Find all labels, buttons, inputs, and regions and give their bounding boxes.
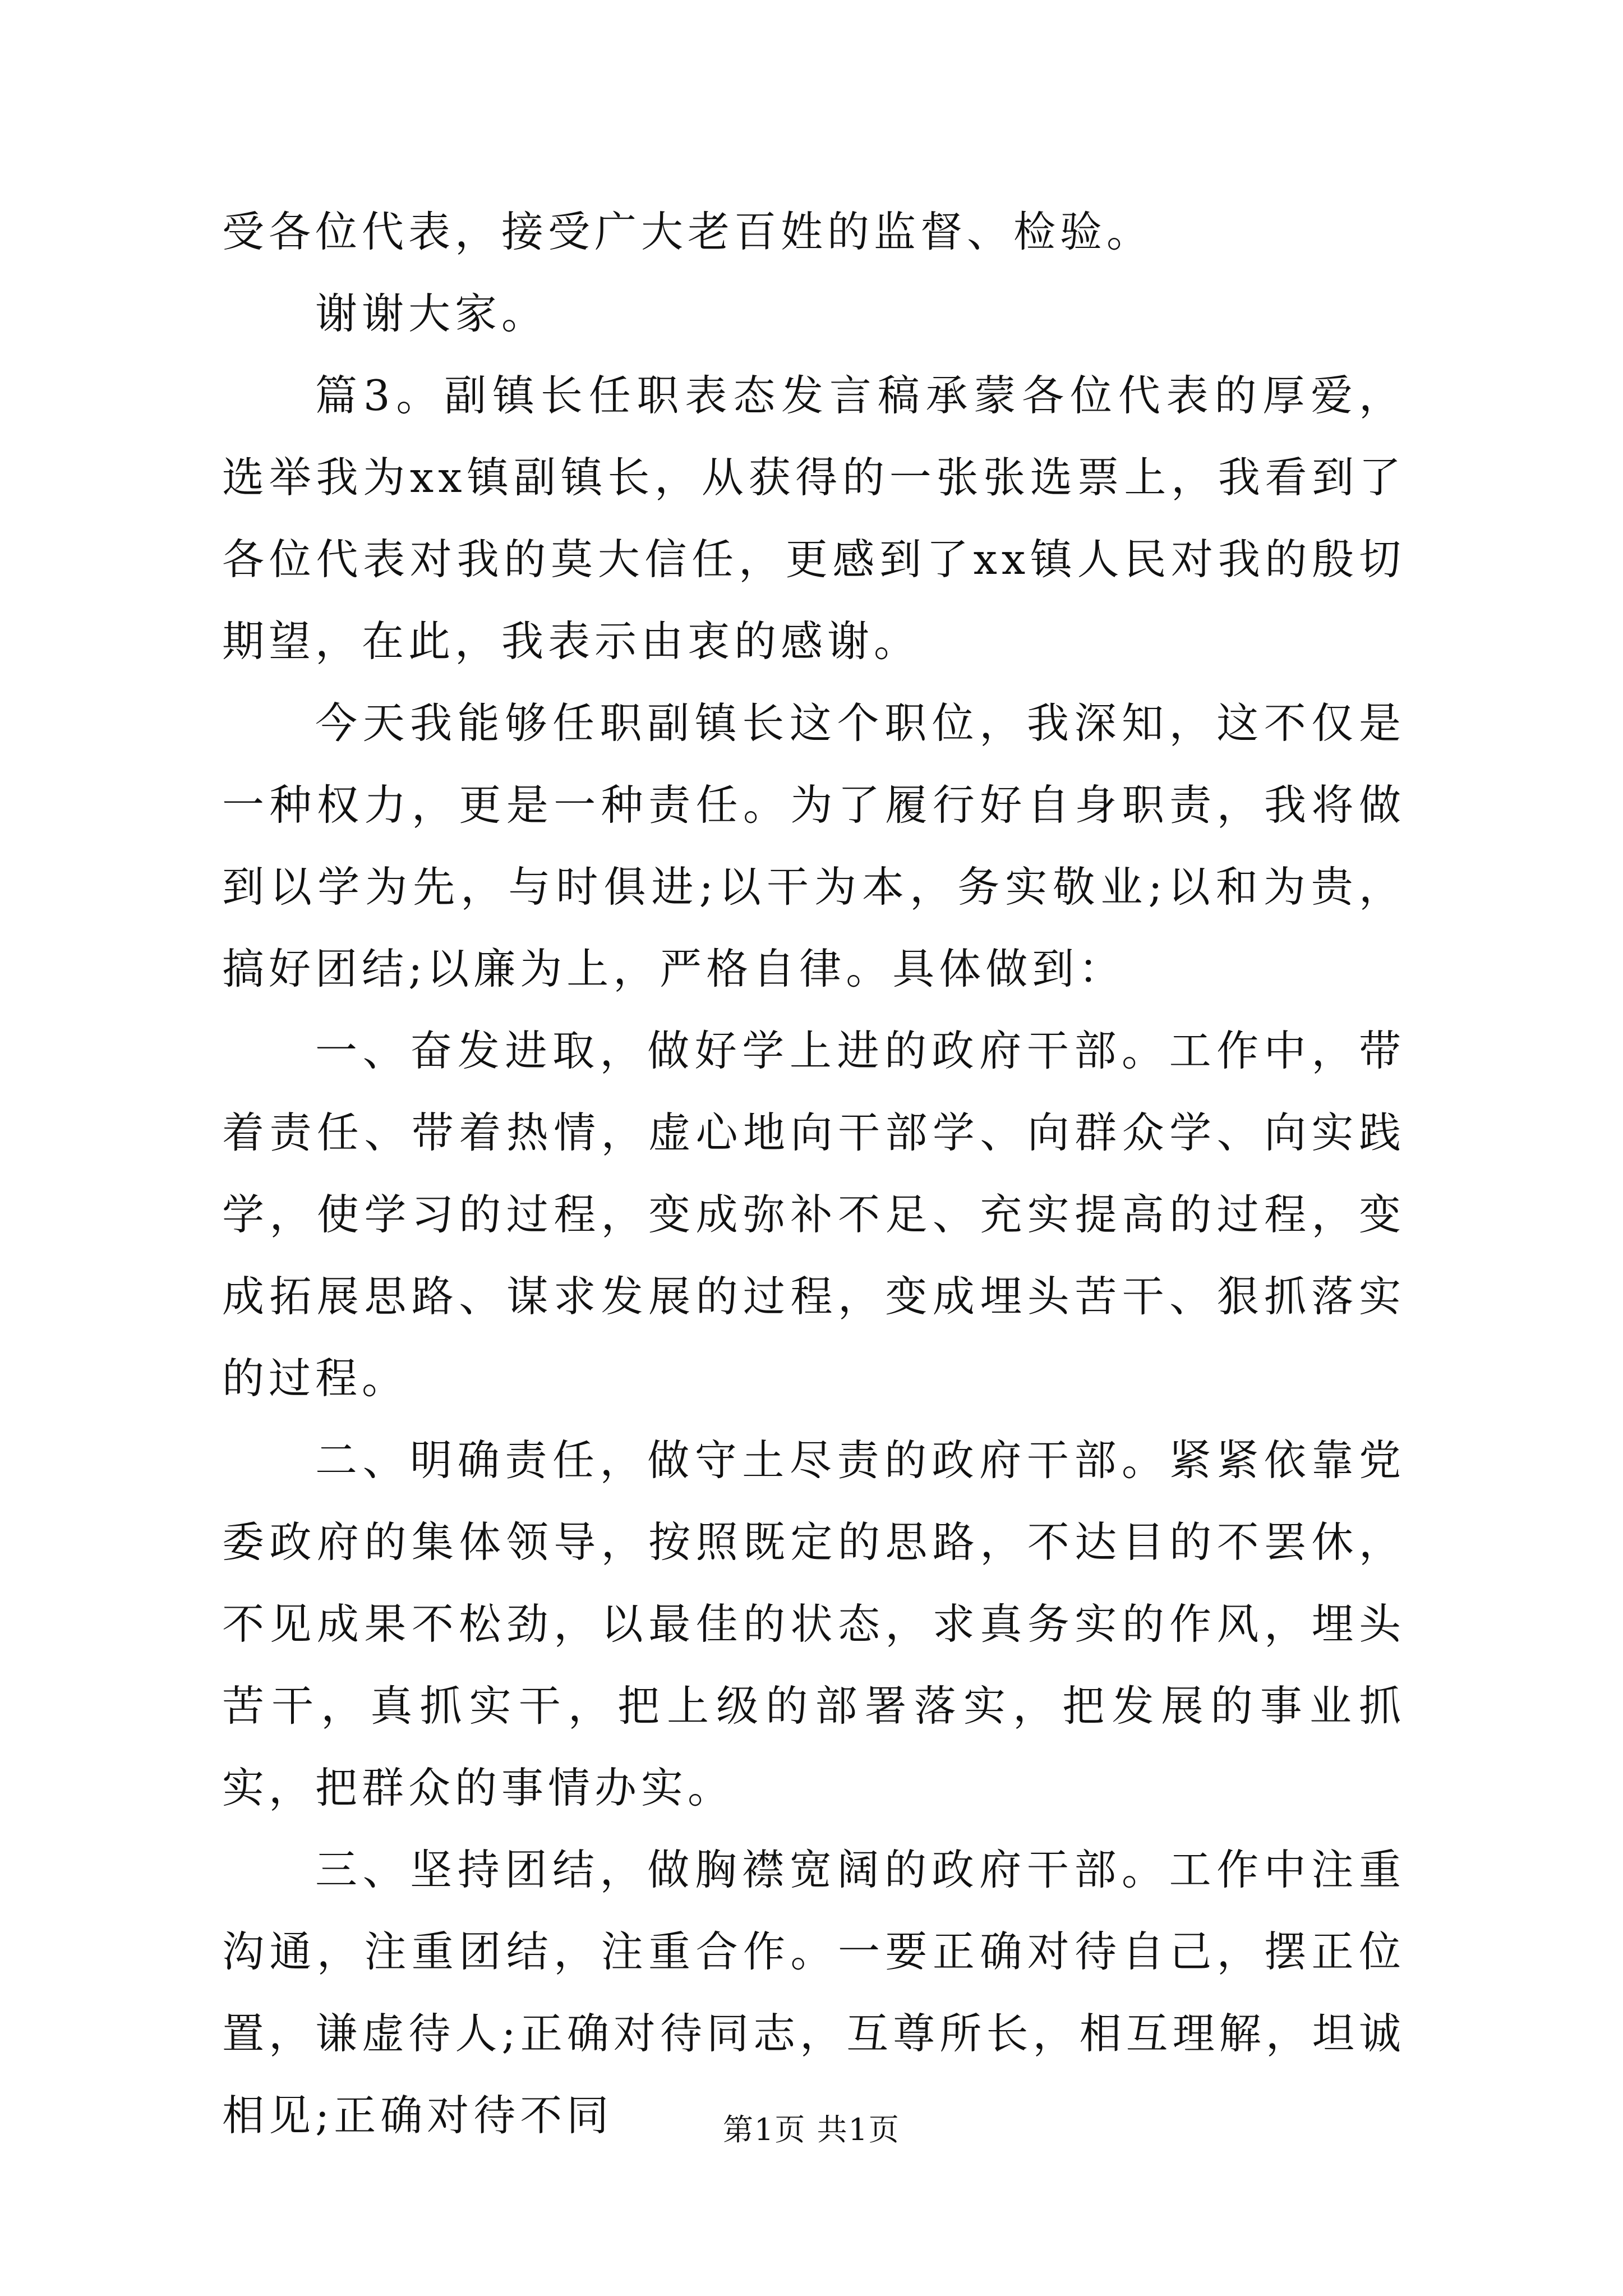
paragraph-point-3: 三、坚持团结，做胸襟宽阔的政府干部。工作中注重沟通，注重团结，注重合作。一要正确对待自己，摆正位置，谦虚待人;正确对待同志，互尊所长，相互理解，坦诚相见;正确对待不同: [222, 1845, 1405, 2140]
paragraph-section-3-intro: 篇3。副镇长任职表态发言稿承蒙各位代表的厚爱，选举我为xx镇副镇长，从获得的一张张选票上，我看到了各位代表对我的莫大信任，更感到了xx镇人民对我的殷切期望，在此，我表示由衷的感谢。: [222, 371, 1405, 666]
paragraph-continuation: 受各位代表，接受广大老百姓的监督、检验。: [222, 207, 1154, 256]
paragraph-point-2: 二、明确责任，做守土尽责的政府干部。紧紧依靠党委政府的集体领导，按照既定的思路，不达目的不罢休，不见成果不松劲，以最佳的状态，求真务实的作风，埋头苦干，真抓实干，把上级的部署落实，把发展的事业抓实，把群众的事情办实。: [222, 1435, 1405, 1812]
document-body: [222, 191, 1405, 2156]
paragraph-point-1: 一、奋发进取，做好学上进的政府干部。工作中，带着责任、带着热情，虚心地向干部学、向群众学、向实践学，使学习的过程，变成弥补不足、充实提高的过程，变成拓展思路、谋求发展的过程，变成埋头苦干、狠抓落实的过程。: [222, 1026, 1405, 1403]
paragraph-commitment: 今天我能够任职副镇长这个职位，我深知，这不仅是一种权力，更是一种责任。为了履行好自身职责，我将做到以学为先，与时俱进;以干为本，务实敬业;以和为贵，搞好团结;以廉为上，严格自律。具体做到：: [222, 698, 1405, 993]
paragraph-thanks: 谢谢大家。: [315, 289, 548, 338]
page-footer: 第1页 共1页: [723, 2112, 900, 2147]
